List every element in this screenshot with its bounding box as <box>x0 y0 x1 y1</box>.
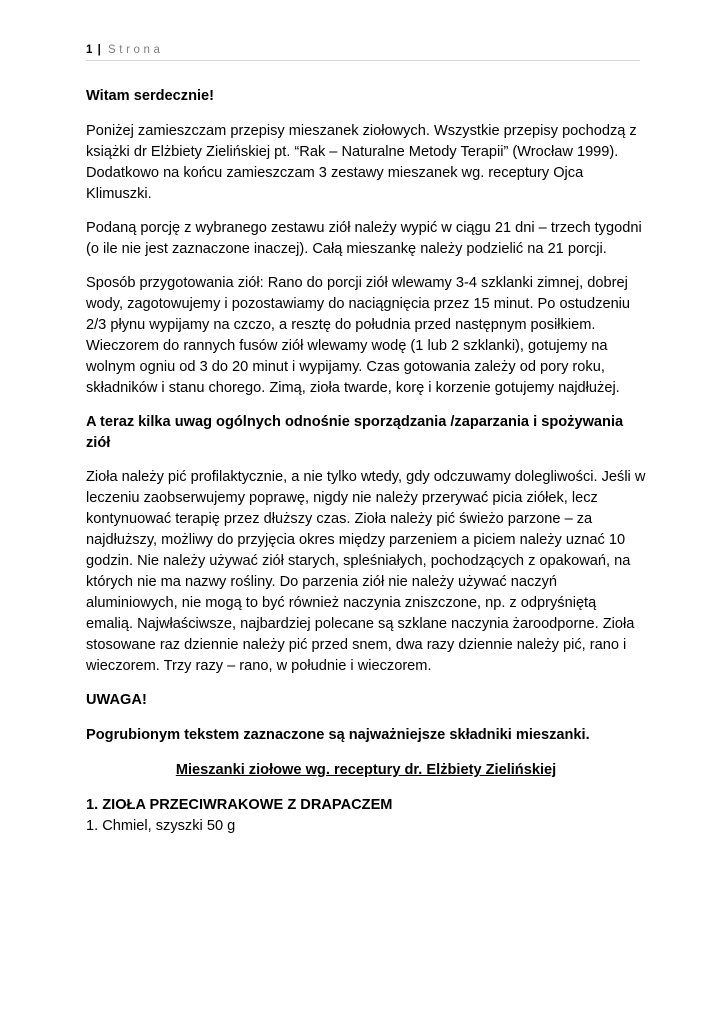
section-title: Mieszanki ziołowe wg. receptury dr. Elżbiety Zielińskiej <box>175 762 557 778</box>
portion-paragraph: Podaną porcję z wybranego zestawu ziół należy wypić w ciągu 21 dni – trzech tygodni (o ile nie jest zaznaczone inaczej). Całą mieszankę należy podzielić na 21 porcji. <box>86 220 642 257</box>
greeting: Witam serdecznie! <box>86 88 215 104</box>
page-number: 1 <box>86 44 93 56</box>
recipe-item: 1. Chmiel, szyszki 50 g <box>86 818 236 834</box>
document-body <box>86 86 646 837</box>
header-separator: | <box>97 44 101 56</box>
bold-ingredients-note: Pogrubionym tekstem zaznaczone są najważniejsze składniki mieszanki. <box>86 727 590 743</box>
warning-label: UWAGA! <box>86 692 147 708</box>
recipe-title: 1. ZIOŁA PRZECIWRAKOWE Z DRAPACZEM <box>86 797 393 813</box>
preparation-paragraph: Sposób przygotowania ziół: Rano do porcji ziół wlewamy 3-4 szklanki zimnej, dobrej wody, zagotowujemy i pozostawiamy do naciągnięcia przez 15 minut. Po ostudzeniu 2/3 płynu wypijamy na czczo, a resztę do południa przed następnym posiłkiem. Wieczorem do rannych fusów ziół wlewamy wodę (1 lub 2 szklanki), gotujemy na wolnym ogniu od 3 do 20 minut i wypijamy. Czas gotowania zależy od pory roku, składników i stanu chorego. Zimą, zioła twarde, korę i korzenie gotujemy najdłużej. <box>86 275 631 396</box>
remarks-heading: A teraz kilka uwag ogólnych odnośnie sporządzania /zaparzania i spożywania ziół <box>86 414 624 451</box>
remarks-paragraph: Zioła należy pić profilaktycznie, a nie tylko wtedy, gdy odczuwamy dolegliwości. Jeśli w leczeniu zaobserwujemy poprawę, nigdy nie należy przerywać picia ziółek, lecz kontynuować terapię przez dłuższy czas. Zioła należy pić świeżo parzone – za najdłuższy, możliwy do przyjęcia okres między parzeniem a piciem należy uznać 10 godzin. Nie należy używać ziół starych, spleśniałych, pochodzących z opakowań, na których nie ma nazwy rośliny. Do parzenia ziół nie należy używać naczyń aluminiowych, nie mogą to być również naczynia zniszczone, np. z odpryśniętą emalią. Najwłaściwsze, najbardziej polecane są szklane naczynia żaroodporne. Zioła stosowane raz dziennie należy pić przed snem, dwa razy dziennie należy pić, rano i wieczorem. Trzy razy – rano, w południe i wieczorem. <box>86 469 646 674</box>
page-header <box>86 43 640 57</box>
page-word: Strona <box>108 44 164 56</box>
header-rule <box>86 60 640 61</box>
intro-paragraph: Poniżej zamieszczam przepisy mieszanek ziołowych. Wszystkie przepisy pochodzą z książki dr Elżbiety Zielińskiej pt. “Rak – Naturalne Metody Terapii” (Wrocław 1999). Dodatkowo na końcu zamieszczam 3 zestawy mieszanek wg. receptury Ojca Klimuszki. <box>86 123 637 202</box>
